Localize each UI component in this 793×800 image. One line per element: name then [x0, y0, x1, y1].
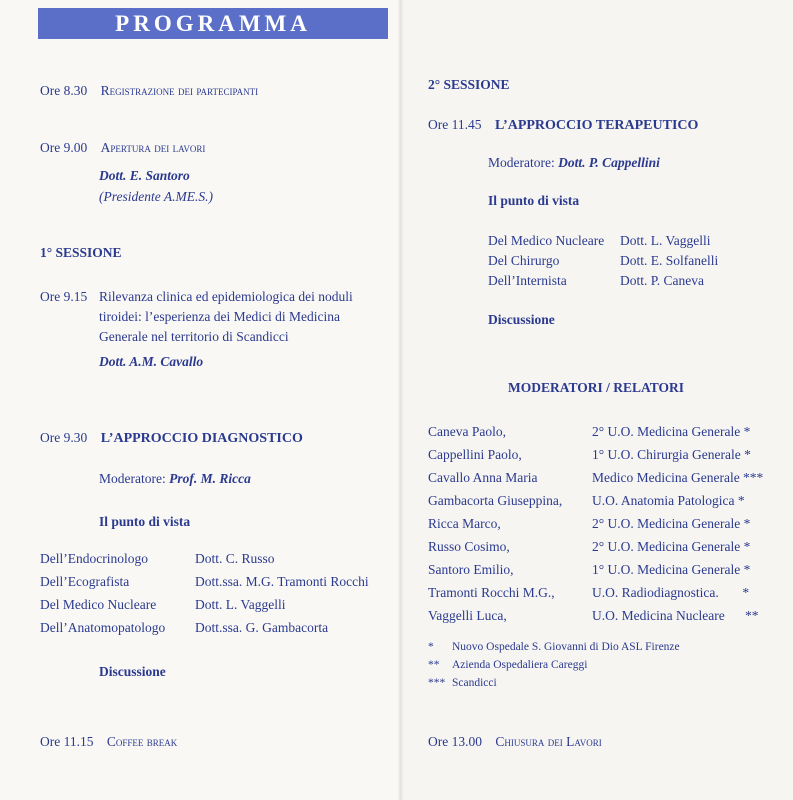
person-affiliation: U.O. Anatomia Patologica *: [592, 493, 745, 508]
speaker-name: Dott.ssa. G. Gambacorta: [195, 620, 329, 635]
footnote-mark: *: [428, 641, 434, 653]
speaker-name: Dott.ssa. M.G. Tramonti Rocchi: [195, 574, 369, 589]
person-affiliation: U.O. Radiodiagnostica. *: [592, 585, 750, 600]
speaker-name: Dott. E. Solfanelli: [620, 253, 719, 268]
programma-title: PROGRAMMA: [115, 11, 311, 36]
speaker-name: Dott. P. Caneva: [620, 273, 704, 288]
speaker-role: Dell’Endocrinologo: [40, 551, 148, 566]
registrazione-row: [40, 83, 258, 99]
time: Ore 9.00: [40, 140, 88, 155]
event-text: Apertura dei lavori: [100, 140, 206, 155]
apertura-role: (Presidente A.ME.S.): [99, 189, 213, 204]
speaker-name: Dott. L. Vaggelli: [195, 597, 286, 612]
time: Ore 9.30: [40, 430, 88, 445]
footnote-mark: ***: [428, 677, 446, 689]
speaker-role: Dell’Internista: [488, 273, 567, 288]
person-affiliation: 1° U.O. Chirurgia Generale *: [592, 447, 751, 462]
person-name: Cavallo Anna Maria: [428, 470, 538, 485]
event-text: Registrazione dei partecipanti: [100, 83, 259, 98]
speaker-role: Del Medico Nucleare: [40, 597, 157, 612]
closing-row: [428, 734, 602, 750]
talk-915-line-1: Rilevanza clinica ed epidemiologica dei noduli: [99, 289, 353, 304]
footnote-text: Nuovo Ospedale S. Giovanni di Dio ASL Firenze: [452, 641, 680, 653]
apertura-speaker: Dott. E. Santoro: [99, 168, 190, 183]
session-2-title: 2° SESSIONE: [428, 77, 510, 92]
speaker-role: Del Medico Nucleare: [488, 233, 605, 248]
person-affiliation: 2° U.O. Medicina Generale *: [592, 516, 751, 531]
apertura-row: [40, 140, 205, 156]
person-affiliation: 2° U.O. Medicina Generale *: [592, 424, 751, 439]
person-affiliation: 2° U.O. Medicina Generale *: [592, 539, 751, 554]
talk-title: L’APPROCCIO TERAPEUTICO: [495, 118, 699, 133]
speaker-role: Dell’Anatomopatologo: [40, 620, 166, 635]
time: Ore 11.45: [428, 117, 482, 132]
person-name: Caneva Paolo,: [428, 424, 506, 439]
moderator-name: Dott. P. Cappellini: [558, 155, 660, 170]
speaker-name: Dott. L. Vaggelli: [620, 233, 711, 248]
person-name: Ricca Marco,: [428, 516, 501, 531]
talk-930-discussion: Discussione: [99, 664, 166, 679]
person-affiliation: 1° U.O. Medicina Generale *: [592, 562, 751, 577]
moderator-label: Moderatore:: [99, 471, 166, 486]
footnote-text: Azienda Ospedaliera Careggi: [452, 659, 588, 671]
talk-1145-moderator: [488, 155, 660, 171]
talk-1145-header: [428, 117, 698, 134]
person-name: Russo Cosimo,: [428, 539, 510, 554]
talk-915-line-2: tiroidei: l’esperienza dei Medici di Medicina: [99, 309, 341, 324]
talk-1145-viewpoint: Il punto di vista: [488, 193, 580, 208]
time: Ore 8.30: [40, 83, 88, 98]
talk-1145-discussion: Discussione: [488, 312, 555, 327]
page-fold: [398, 0, 403, 800]
speaker-role: Dell’Ecografista: [40, 574, 130, 589]
footnote-text: Scandicci: [452, 677, 497, 689]
speaker-role: Del Chirurgo: [488, 253, 560, 268]
talk-title: L’APPROCCIO DIAGNOSTICO: [100, 431, 303, 446]
talk-930-moderator: [99, 471, 251, 487]
coffee-break-row: [40, 734, 177, 750]
moderator-name: Prof. M. Ricca: [169, 471, 251, 486]
moderatori-title: MODERATORI / RELATORI: [508, 380, 685, 395]
person-name: Gambacorta Giuseppina,: [428, 493, 563, 508]
talk-915-time: Ore 9.15: [40, 289, 88, 304]
speaker-name: Dott. C. Russo: [195, 551, 275, 566]
footnote-mark: **: [428, 659, 440, 671]
talk-915-speaker: Dott. A.M. Cavallo: [99, 354, 204, 369]
time: Ore 13.00: [428, 734, 482, 749]
event-text: Coffee break: [106, 734, 178, 749]
person-name: Tramonti Rocchi M.G.,: [428, 585, 555, 600]
person-affiliation: U.O. Medicina Nucleare **: [592, 608, 759, 623]
talk-915-line-3: Generale nel territorio di Scandicci: [99, 329, 289, 344]
person-name: Santoro Emilio,: [428, 562, 514, 577]
event-text: Chiusura dei Lavori: [495, 734, 602, 749]
person-name: Cappellini Paolo,: [428, 447, 522, 462]
moderator-label: Moderatore:: [488, 155, 555, 170]
time: Ore 11.15: [40, 734, 94, 749]
talk-930-viewpoint: Il punto di vista: [99, 514, 191, 529]
person-name: Vaggelli Luca,: [428, 608, 507, 623]
talk-930-header: [40, 430, 303, 447]
session-1-title: 1° SESSIONE: [40, 245, 122, 260]
person-affiliation: Medico Medicina Generale ***: [592, 470, 764, 485]
